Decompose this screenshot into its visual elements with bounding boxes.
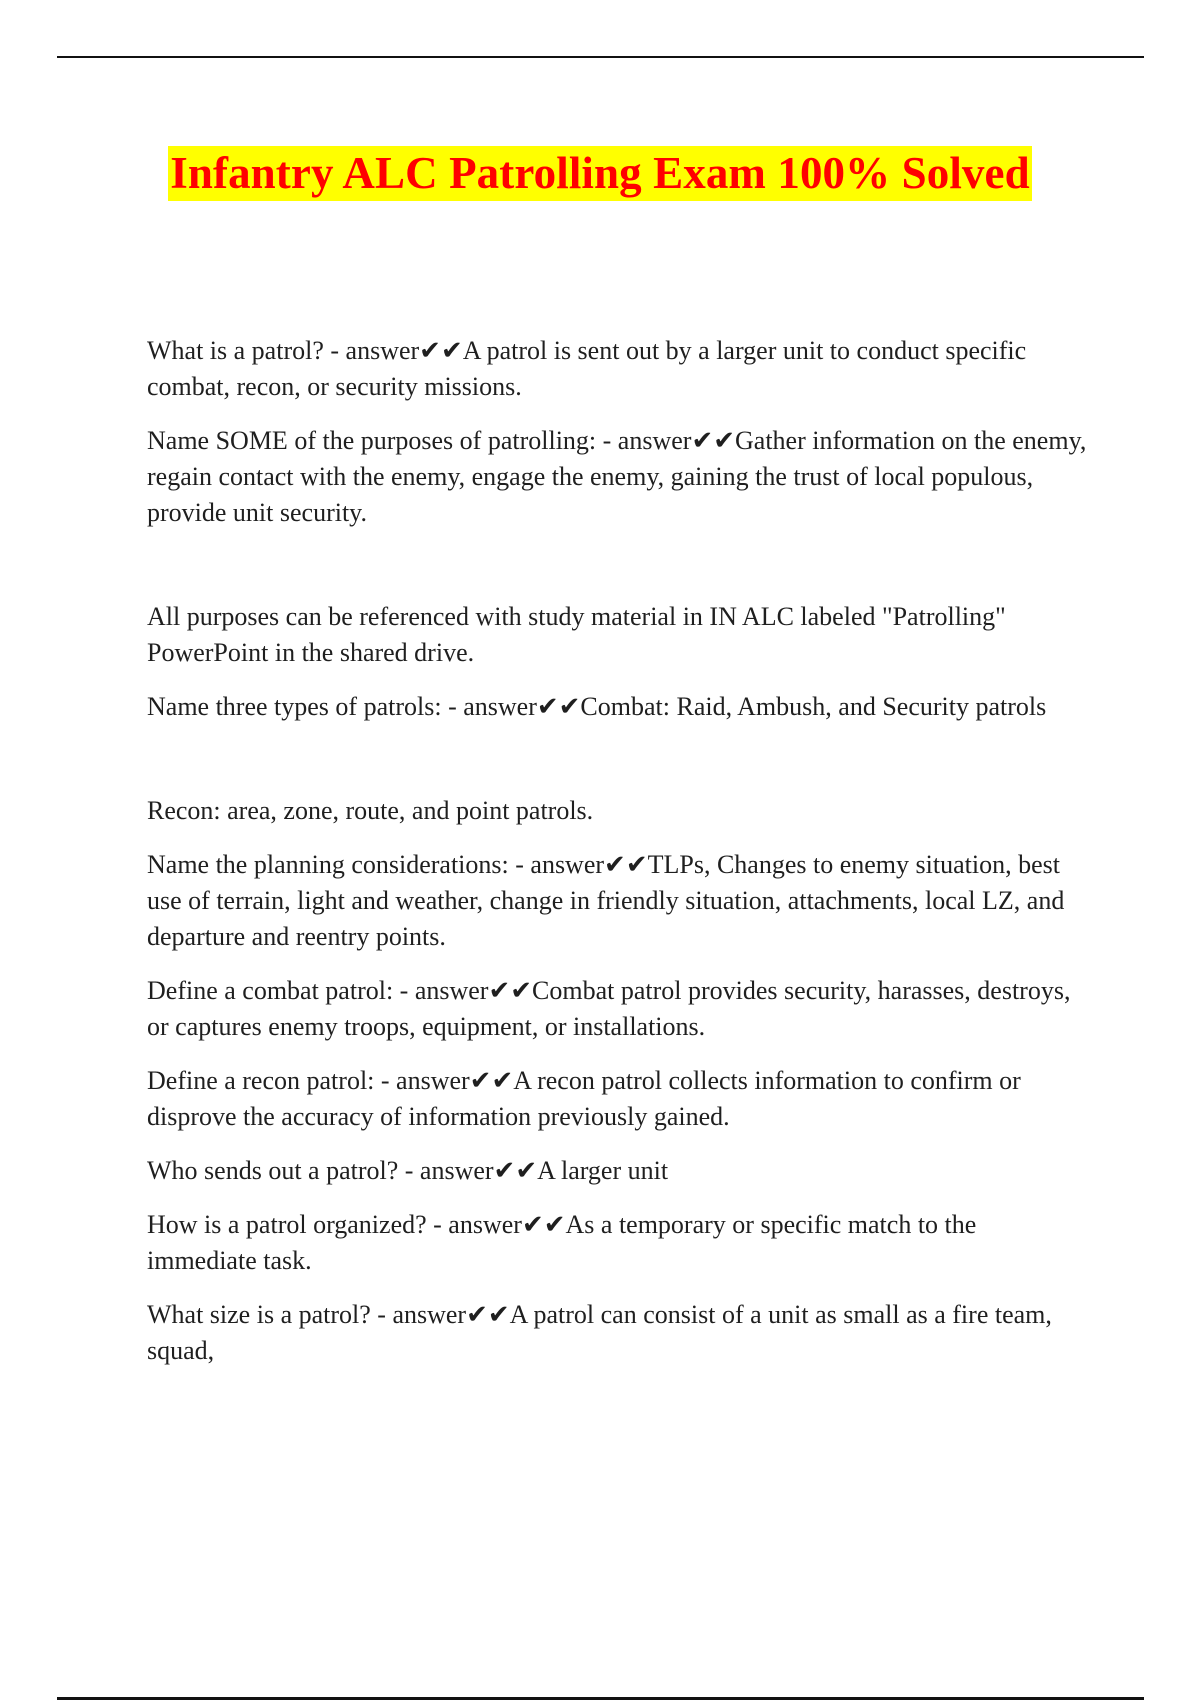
title-block <box>0 146 1200 201</box>
document-title: Infantry ALC Patrolling Exam 100% Solved <box>168 146 1031 201</box>
header-rule <box>57 56 1144 58</box>
note-paragraph: Recon: area, zone, route, and point patrols. <box>147 796 594 825</box>
qa-paragraph: Name three types of patrols: - answer✔✔Combat: Raid, Ambush, and Security patrols <box>147 692 1047 721</box>
document-body <box>147 333 1087 1387</box>
qa-paragraph: Define a recon patrol: - answer✔✔A recon patrol collects information to confirm or disprove the accuracy of information previously gained. <box>147 1066 1021 1131</box>
note-paragraph: All purposes can be referenced with study material in IN ALC labeled "Patrolling" PowerPoint in the shared drive. <box>147 602 1006 667</box>
qa-paragraph: What size is a patrol? - answer✔✔A patrol can consist of a unit as small as a fire team, squad, <box>147 1300 1052 1365</box>
qa-paragraph: How is a patrol organized? - answer✔✔As a temporary or specific match to the immediate task. <box>147 1210 977 1275</box>
qa-paragraph: Name the planning considerations: - answer✔✔TLPs, Changes to enemy situation, best use of terrain, light and weather, change in friendly situation, attachments, local LZ, and departure and reentry points. <box>147 850 1065 951</box>
qa-paragraph: What is a patrol? - answer✔✔A patrol is sent out by a larger unit to conduct specific combat, recon, or security missions. <box>147 336 1027 401</box>
qa-paragraph: Define a combat patrol: - answer✔✔Combat patrol provides security, harasses, destroys, or captures enemy troops, equipment, or installations. <box>147 976 1071 1041</box>
qa-paragraph: Name SOME of the purposes of patrolling: - answer✔✔Gather information on the enemy, regain contact with the enemy, engage the enemy, gaining the trust of local populous, provide unit security. <box>147 426 1087 527</box>
qa-paragraph: Who sends out a patrol? - answer✔✔A larger unit <box>147 1156 669 1185</box>
